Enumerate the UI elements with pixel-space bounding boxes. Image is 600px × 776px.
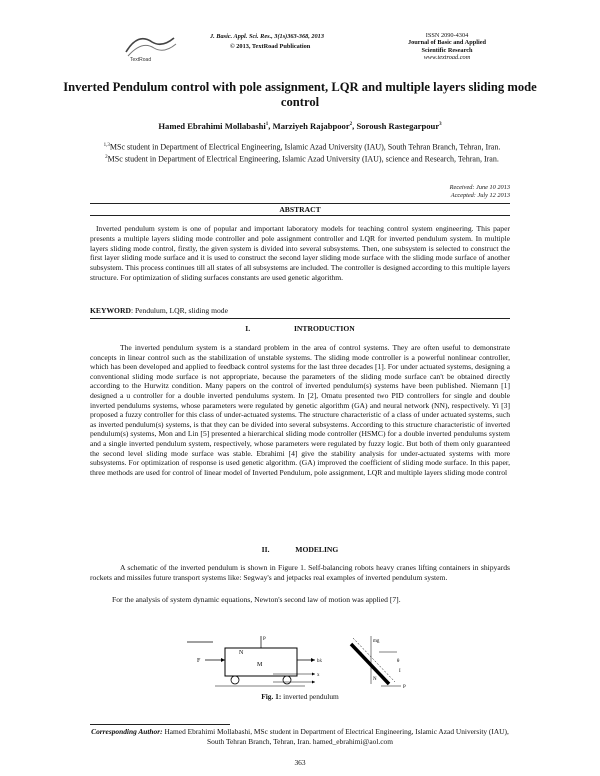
publisher-logo — [118, 28, 180, 62]
abstract-bottom-rule — [90, 318, 510, 319]
fig-label-l: l — [361, 653, 363, 658]
affiliation-2-text: MSc student in Department of Electrical Engineering, Islamic Azad University (IAU), science and Research, Tehran, Iran. — [107, 154, 499, 164]
journal-name-line2: Scientific Research — [421, 46, 473, 54]
fig-label-P: P — [263, 637, 266, 642]
logo-text: TextRoad — [130, 57, 152, 62]
author-2: Marziyeh Rajabpoor — [272, 121, 350, 131]
header-citation-block — [210, 32, 380, 52]
section-1-heading — [90, 324, 510, 333]
author-3: Soroush Rastegarpour — [356, 121, 440, 131]
dates — [420, 184, 510, 200]
affiliation-1-text: MSc student in Department of Electrical Engineering, Islamic Azad University (IAU), South Tehran Branch, Tehran, Iran. — [109, 142, 501, 152]
author-1: Hamed Ebrahimi Mollabashi — [158, 121, 266, 131]
fig-label-bx: bẋ — [317, 659, 322, 664]
fig-label-N: N — [239, 650, 244, 656]
figure-1-caption — [90, 692, 510, 701]
header-journal-block — [392, 32, 502, 62]
accepted-date: Accepted: July 12 2013 — [450, 192, 510, 200]
footnote-label: Corresponding Author: — [91, 727, 163, 736]
abstract-heading-rule — [90, 215, 510, 216]
corresponding-author-footnote — [90, 727, 510, 746]
section-2-title: MODELING — [295, 545, 339, 554]
paper-title: Inverted Pendulum control with pole assignment, LQR and multiple layers sliding mode control — [63, 80, 537, 109]
authors: Hamed Ebrahimi Mollabashi$^1$, Marziyeh Rajabpoor$^2$, Soroush Rastegarpour$^3$ — [158, 121, 442, 131]
citation: J. Basic. Appl. Sci. Res., 3(1s)363-368, 2013 — [210, 33, 324, 40]
section-1-text: The inverted pendulum system is a standard problem in the area of control systems. They are often useful to demonstrate concepts in linear control such as the stabilization of unstable systems. The sliding mode controller is a powerful nonlinear controller, which has been developed and applied to feedback control systems for the last three decades [1]. For under actuated systems, designing a conventional sliding mode surface is not appropriate, because the parameters of the sliding mode surface can't be obtained directly according to the Hurwitz condition. Many papers on the control of inverted pendulum(s) systems have been published. Niemann [1] designed a u controller for a double inverted pendulums system. In [2], Omatu presented two PID controllers for single and double inverted pendulums systems, whose parameters were regulated by genetic algorithm (GA) and neural network (NN), respectively. Yi [3] proposed a fuzzy controller for this class of under-actuated systems. The structure characteristic of a class of under actuated systems, such as inverted pendulum(s) systems, is that they can be divided into several subsystems. According to this structure characteristic of inverted pendulum(s) systems, Mon and Lin [5] presented a hierarchical sliding mode controller (HSMC) for a double inverted pendulums system and a single inverted pendulum system, respectively, whose parameters were regulated by fuzzy logic. But both of them only guaranteed the second level sliding mode surface was stable. Ebrahimi [4] give the stability analysis for under-actuated systems with more subsystems. For optimization of response is used genetic algorithm. (GA) improved the coefficient of sliding mode surface. In this paper, three methods are used for control of linear model of Inverted Pendulum, pole assignment, LQR and multiple layers sliding mode control — [90, 343, 510, 477]
section-2-number: II. — [261, 545, 270, 554]
fig-label-M: M — [257, 662, 263, 668]
author-2-sup: 2 — [349, 122, 353, 128]
fig-label-theta: θ — [397, 659, 400, 664]
fig-label-N2: N — [373, 677, 377, 682]
abstract-text: Inverted pendulum system is one of popular and important laboratory models for teaching control system engineering. This paper presents a multiple layers sliding mode controller and pole assignment controller and LQR for inverted pendulum system. In multiple layers sliding mode control, firstly, the given system is divided into several subsystems. Then, one subsystem is selected to construct the first layer sliding mode surface and it is used to construct the second layer sliding mode surface with the sliding mode surface of another subsystem. This process continues till all states of all subsystems are included. The controller is designed according to this multiple layers structure. For optimization of sliding surfaces constants are used genetic algorithm. — [90, 224, 510, 282]
section-2-para2: For the analysis of system dynamic equations, Newton's second law of motion was applied [7]. — [112, 595, 401, 604]
keywords-label: KEYWORD — [90, 306, 131, 315]
section-2-para1: A schematic of the inverted pendulum is shown in Figure 1. Self-balancing robots heavy cranes lifting containers in shipyards rockets and missiles future transport systems like: Segway's and jetpacks real examples of inverted pendulum system. — [90, 563, 510, 582]
journal-website[interactable]: www.textroad.com — [423, 54, 471, 62]
affiliation-2 — [92, 153, 512, 165]
affiliation-1-sup: 1,3 — [103, 143, 110, 148]
page-number: 363 — [294, 758, 306, 767]
journal-name-line1: Journal of Basic and Applied — [407, 39, 487, 47]
section-1-number: I. — [245, 324, 251, 333]
fig-label-mg: mg — [373, 639, 380, 644]
abstract-heading: ABSTRACT — [279, 205, 321, 214]
abstract-top-rule — [90, 203, 510, 204]
figure-caption-text: inverted pendulum — [283, 692, 339, 701]
fig-label-P2: P — [403, 685, 406, 690]
author-3-sup: 3 — [439, 122, 442, 128]
copyright: © 2013, TextRoad Publication — [230, 43, 311, 50]
fig-label-I: I — [399, 669, 401, 674]
figure-1-inverted-pendulum — [175, 634, 425, 690]
affiliations — [92, 141, 512, 165]
keywords — [90, 306, 510, 316]
footnote-text: Hamed Ebrahimi Mollabashi, MSc student in Department of Electrical Engineering, Islamic Azad University (IAU), South Tehran Branch, Tehran, Iran. hamed_ebrahimi@aol.com — [164, 727, 509, 746]
figure-label: Fig. 1: — [261, 692, 282, 701]
section-2-heading — [90, 545, 510, 554]
keywords-list: : Pendulum, LQR, sliding mode — [130, 306, 228, 315]
section-1-title: INTRODUCTION — [293, 324, 355, 333]
fig-label-x: x — [317, 673, 320, 678]
fig-label-F: F — [197, 658, 201, 664]
received-date: Received: June 10 2013 — [449, 184, 510, 191]
affiliation-2-sup: 2 — [105, 155, 108, 161]
affiliation-1 — [92, 141, 512, 153]
author-1-sup: 1 — [265, 122, 269, 128]
issn: ISSN 2090-4304 — [425, 32, 469, 39]
footnote-rule — [90, 724, 230, 725]
